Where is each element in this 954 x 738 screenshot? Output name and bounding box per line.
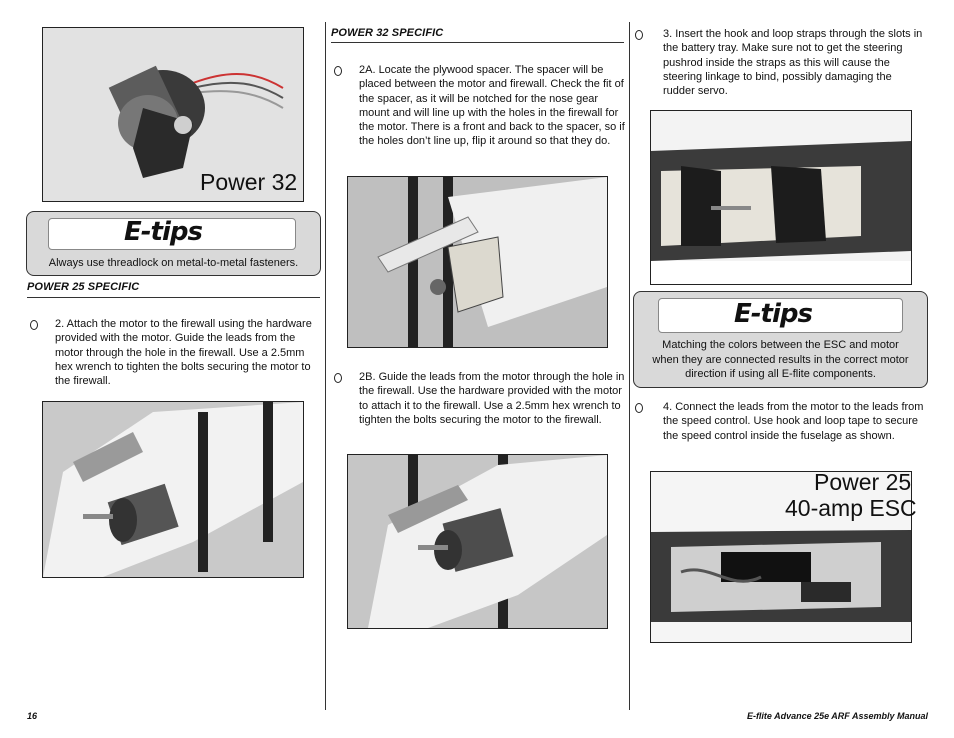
section-heading-power25: POWER 25 SPECIFIC	[27, 281, 140, 293]
esc-photo-caption-line1: Power 25	[814, 469, 912, 495]
etips-logo-panel	[658, 298, 903, 333]
step-bullet	[334, 373, 342, 383]
step-2b-text: 2B. Guide the leads from the motor through the hole in the firewall. Use the hardware provided with the motor to attach it to the firewall. Use a 2.5mm hex wrench to tighten the bolts securing the motor to the firewall.	[359, 371, 625, 426]
battery-tray-straps-photo	[650, 110, 912, 285]
step-bullet	[334, 66, 342, 76]
step-2-text: 2. Attach the motor to the firewall using the hardware provided with the motor. Guide the leads from the motor through the hole in the firewall. Use a 2.5mm hex wrench to tighten the bolts securing the motor to the firewall.	[55, 318, 312, 388]
motor-attach-power25-photo	[42, 401, 304, 578]
section-heading-power32: POWER 32 SPECIFIC	[331, 27, 444, 39]
section-rule	[331, 42, 624, 43]
etips-logo: E-tips	[124, 217, 202, 247]
etips-box-esc-colors	[633, 291, 928, 388]
section-rule	[27, 297, 320, 298]
step-bullet	[635, 30, 643, 40]
step-3-text: 3. Insert the hook and loop straps through the slots in the battery tray. Make sure not to get the steering pushrod inside the straps as this will cause the steering linkage to bind, possibly damaging the rudder servo.	[663, 28, 923, 98]
etips-logo-panel	[48, 218, 296, 250]
etips-logo: E-tips	[734, 299, 812, 329]
page-number: 16	[27, 711, 38, 721]
motor-attach-power32-photo	[347, 454, 608, 629]
etips-text: Always use threadlock on metal-to-metal fasteners.	[48, 257, 299, 269]
step-bullet	[30, 320, 38, 330]
step-4-text: 4. Connect the leads from the motor to the leads from the speed control. Use hook and loop tape to secure the speed control inside the fuselage as shown.	[663, 401, 924, 442]
step-2a-text: 2A. Locate the plywood spacer. The spacer will be placed between the motor and firewall. Check the fit of the spacer, as it will be notched for the nose gear mount and will line up with the holes in the firewall for the motor. There is a front and back to the spacer, so if the holes don’t line up, flip it around so that they do.	[359, 64, 625, 148]
esc-photo-caption-line2: 40-amp ESC	[785, 495, 917, 521]
photo1-caption: Power 32	[200, 169, 298, 195]
etips-box-threadlock	[26, 211, 321, 276]
footer-title: E-flite Advance 25e ARF Assembly Manual	[746, 711, 928, 721]
step-bullet	[635, 403, 643, 413]
etips-text: Matching the colors between the ESC and motor when they are connected results in the correct motor direction if using all E-flite components.	[652, 339, 909, 380]
plywood-spacer-photo	[347, 176, 608, 348]
column-divider	[629, 22, 630, 710]
column-divider	[325, 22, 326, 710]
